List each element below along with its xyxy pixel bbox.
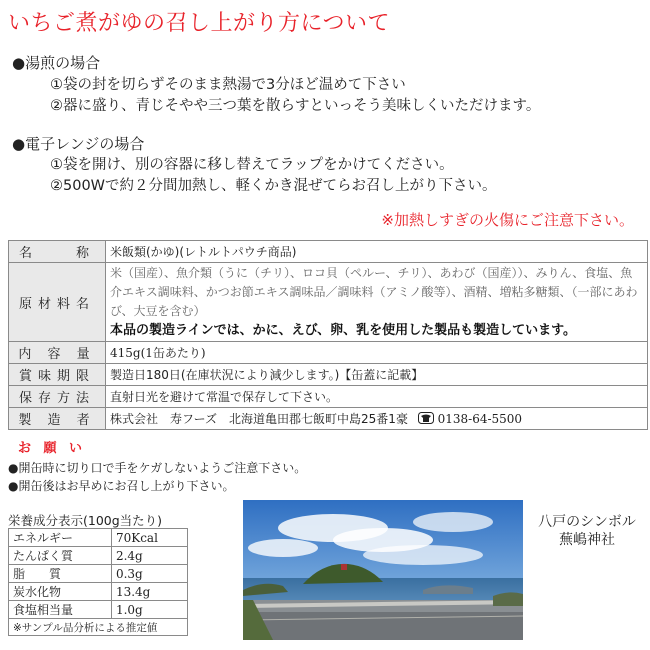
nutrition-label: たんぱく質 <box>9 547 112 565</box>
request-note-2: ●開缶後はお早めにお召し上がり下さい。 <box>8 479 235 493</box>
expiry-value: 製造日180日(在庫状況により減少します。)【缶蓋に記載】 <box>106 364 648 386</box>
nutrition-value: 13.4g <box>111 583 187 601</box>
content-label: 内 容 量 <box>9 342 106 364</box>
maker-label: 製 造 者 <box>9 408 106 430</box>
allergen-note: 本品の製造ラインでは、かに、えび、卵、乳を使用した製品も製造しています。 <box>110 323 577 338</box>
nutrition-value: 70Kcal <box>111 529 187 547</box>
microwave-step-2: ②500Wで約２分間加熱し、軽くかき混ぜてらお召し上がり下さい。 <box>50 178 497 194</box>
maker-cell <box>106 408 648 430</box>
nutrition-label: 食塩相当量 <box>9 601 112 619</box>
burn-warning: ※加熱しすぎの火傷にご注意下さい。 <box>381 211 634 229</box>
table-row <box>9 583 188 601</box>
request-note-1: ●開缶時に切り口で手をケガしないようご注意下さい。 <box>8 461 307 475</box>
maker-value: 株式会社 寿フーズ 北海道亀田郡七飯町中島25番1豪 <box>110 412 408 426</box>
nutrition-table <box>8 528 188 636</box>
photo-caption-line-2: 蕪嶋神社 <box>559 532 615 548</box>
microwave-heading: ●電子レンジの場合 <box>12 135 145 153</box>
expiry-label: 賞味期限 <box>9 364 106 386</box>
nutrition-label: 脂 質 <box>9 565 112 583</box>
table-row <box>9 408 648 430</box>
storage-label: 保存方法 <box>9 386 106 408</box>
nutrition-label: 炭水化物 <box>9 583 112 601</box>
nutrition-label: エネルギー <box>9 529 112 547</box>
name-value: 米飯類(かゆ)(レトルトパウチ商品) <box>106 241 648 263</box>
table-row <box>9 547 188 565</box>
boiling-heading: ●湯煎の場合 <box>12 54 101 72</box>
page-title: いちご煮がゆの召し上がり方について <box>8 11 391 36</box>
table-row <box>9 263 648 342</box>
table-row <box>9 241 648 263</box>
phone-number: 0138-64-5500 <box>437 412 523 426</box>
table-row <box>9 619 188 636</box>
ingredients-label: 原材料名 <box>9 263 106 342</box>
product-spec-table <box>8 240 648 430</box>
table-row <box>9 565 188 583</box>
boiling-step-2: ②器に盛り、青じそやや三つ葉を散らすといっそう美味しくいただけます。 <box>50 98 541 114</box>
phone-icon <box>418 412 434 427</box>
nutrition-footnote: ※サンプル品分析による推定値 <box>9 619 188 636</box>
table-row <box>9 364 648 386</box>
nutrition-value: 2.4g <box>111 547 187 565</box>
request-heading: お 願 い <box>18 441 87 456</box>
ingredients-value: 米（国産）、魚介類（うに（チリ）、ロコ貝（ペルー、チリ）、あわび（国産））、みりん、食塩、魚介エキス調味料、かつお節エキス調味品／調味料（アミノ酸等）、酒精、増粘多糖類、（一部にあわび、大豆を含む） <box>110 266 638 318</box>
nutrition-title: 栄養成分表示(100g当たり) <box>8 513 163 528</box>
table-row <box>9 529 188 547</box>
microwave-step-1: ①袋を開け、別の容器に移し替えてラップをかけてください。 <box>50 157 454 173</box>
content-value: 415g(1缶あたり) <box>106 342 648 364</box>
photo-caption <box>528 513 646 549</box>
storage-value: 直射日光を避けて常温で保存して下さい。 <box>106 386 648 408</box>
table-row <box>9 386 648 408</box>
boiling-step-1: ①袋の封を切らずそのまま熱湯で3分ほど温めて下さい <box>50 77 406 93</box>
nutrition-value: 1.0g <box>111 601 187 619</box>
photo-caption-line-1: 八戸のシンボル <box>538 514 636 530</box>
table-row <box>9 601 188 619</box>
ingredients-cell <box>106 263 648 342</box>
table-row <box>9 342 648 364</box>
nutrition-value: 0.3g <box>111 565 187 583</box>
name-label: 名 称 <box>9 241 106 263</box>
kabushima-shrine-photo <box>243 500 523 640</box>
